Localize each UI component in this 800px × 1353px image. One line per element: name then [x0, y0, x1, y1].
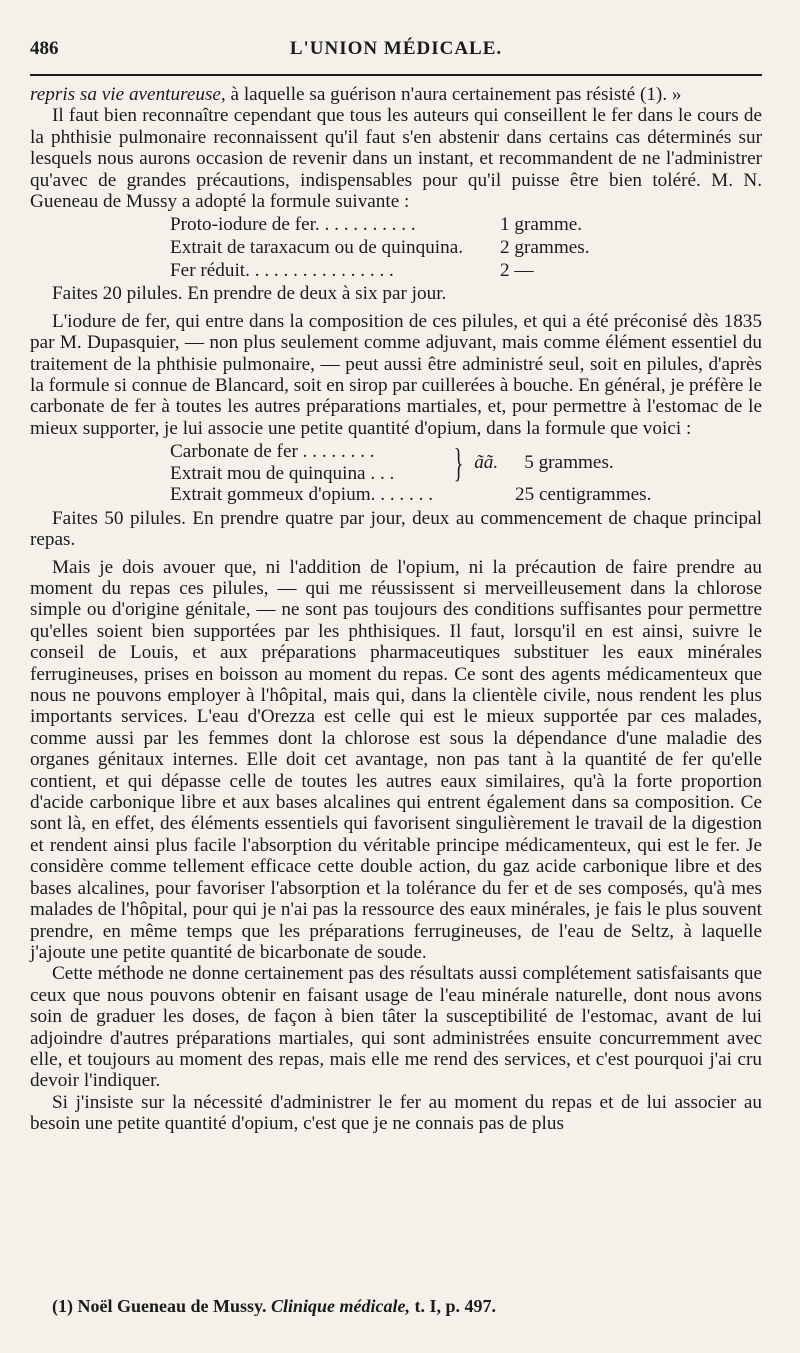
ingredient-quantity: 2 —: [500, 260, 534, 282]
formula-2-braced: [170, 441, 762, 484]
ingredient-quantity: 1 gramme.: [500, 214, 583, 236]
ingredient-name: Extrait de taraxacum ou de quinquina.: [170, 237, 464, 259]
paragraph-8: Si j'insiste sur la nécessité d'administrer le fer au moment du repas et de lui associer au besoin une petite quantité d'opium, c'est que je ne connais pas de plus: [30, 1091, 762, 1135]
paragraph-4: L'iodure de fer, qui entre dans la composition de ces pilules, et qui a été préconisé dès 1835 par M. Dupasquier, — non plus seulement comme adjuvant, mais comme élément essentiel du traitement de la phthisie pulmonaire, — peut aussi être administré seul, soit en pilules, d'après la formule si connue de Blancard, soit en sirop par cuillerées à bouche. En général, je préfère le carbonate de fer à toutes les autres préparations martiales, et, pour permettre à l'estomac de le mieux supporter, je lui associe une petite quantité d'opium, dans la formule que voici :: [30, 310, 763, 439]
running-title: L'UNION MÉDICALE.: [289, 38, 503, 59]
ingredient-name: Proto-iodure de fer. . . . . . . . . . .: [170, 214, 416, 236]
footnote-work: Clinique médicale,: [271, 1296, 411, 1316]
paragraph-2: Il faut bien reconnaître cependant que tous les auteurs qui conseillent le fer dans le cours de la phthisie pulmonaire reconnaissent qu'il faut s'en abstenir dans certains cas déterminés sur lesquels nous aurons occasion de revenir dans un instant, et recommandent de ne l'administrer qu'avec de grandes précautions, indispensables pour qu'il puisse être bien toléré. M. N. Gueneau de Mussy a adopté la formule suivante :: [30, 105, 762, 213]
ingredient-quantity: 25 centigrammes.: [515, 484, 652, 506]
page-header: [30, 38, 762, 64]
paragraph-7: Cette méthode ne donne certainement pas des résultats aussi complétement satisfaisants que ceux que nous pouvons obtenir en faisant usage de l'eau minérale naturelle, dont nous avons soin de graduer les doses, de façon à bien tâter la susceptibilité de l'estomac, avant de lui adjoindre d'autres préparations martiales, qui sont administrées ensuite concurremment avec elle, et toujours au moment des repas, mais elle me rend des services, et c'est pourquoi j'ai cru devoir l'indiquer.: [30, 963, 762, 1092]
formula-2-row: [170, 484, 762, 506]
formula-1-row: [170, 213, 762, 236]
paragraph-1-text: à laquelle sa guérison n'aura certainement pas résisté (1). »: [225, 84, 682, 105]
ingredient-quantity: 2 grammes.: [500, 237, 590, 259]
footnote-author: Noël Gueneau de Mussy.: [77, 1296, 267, 1316]
formula-2: [170, 441, 762, 506]
footnote-ref: t. I, p. 497.: [414, 1296, 497, 1316]
ingredient-name: Carbonate de fer . . . . . . . .: [170, 441, 375, 463]
formula-1: [170, 213, 762, 282]
ingredient-name: Extrait mou de quinquina . . .: [170, 462, 395, 484]
footnote-marker: (1): [52, 1296, 73, 1316]
paragraph-3: Faites 20 pilules. En prendre de deux à six par jour.: [52, 283, 447, 305]
ana-mark: ãã.: [474, 452, 499, 474]
ingredient-name: Fer réduit. . . . . . . . . . . . . . . .: [170, 260, 394, 282]
paragraph-5: Faites 50 pilules. En prendre quatre par jour, deux au commencement de chaque principal repas.: [30, 507, 762, 551]
footnote: [52, 1296, 496, 1317]
paragraph-1: [30, 84, 762, 105]
ingredient-name: Extrait gommeux d'opium. . . . . . .: [170, 484, 433, 506]
paragraph-6: Mais je dois avouer que, ni l'addition de l'opium, ni la précaution de faire prendre au moment du repas ces pilules, — qui me réussissent si merveilleusement dans la chlorose simple ou d'origine génitale, — ne sont pas toujours des conditions suffisantes pour permettre qu'elles soient bien supportées par les phthisiques. Il faut, lorsqu'il en est ainsi, suivre le conseil de Louis, et aux préparations pharmaceutiques substituer les eaux minérales ferrugineuses, prises en boisson au moment du repas. Ce sont des agents médicamenteux que nous ne pouvons employer à l'hôpital, mais qui, dans la clientèle civile, nous rendent les plus importants services. L'eau d'Orezza est celle qui est le mieux supportée par ces malades, comme aussi par les femmes dont la chlorose est sous la dépendance d'une maladie des organes génitaux internes. Elle doit cet avantage, non pas tant à la quantité de fer qu'elle contient, et qui dépasse celle de toutes les autres eaux similaires, qu'à la forte proportion d'acide carbonique libre et aux bases alcalines qui entrent également dans sa composition. Ce sont là, en effet, des éléments essentiels qui favorisent singulièrement le travail de la digestion et rendent ainsi plus facile l'absorption du véritable principe médicamenteux, qui est le fer. Je considère comme tellement efficace cette double action, du gaz acide carbonique libre et des bases alcalines, pour favoriser l'absorption et la tolérance du fer et de ses composés, qu'à mes malades de l'hôpital, pour qui je n'ai pas la ressource des eaux minérales, je fais le plus souvent prendre, en même temps que les préparations ferrugineuses, de l'eau de Seltz, à laquelle j'ajoute une petite quantité de bicarbonate de soude.: [30, 556, 762, 963]
header-rule: [30, 74, 762, 76]
page: [30, 38, 762, 1135]
formula-2-braced-names: [170, 441, 445, 484]
brace-mark: }: [453, 439, 464, 485]
ingredient-quantity: 5 grammes.: [524, 452, 614, 474]
formula-1-row: [170, 236, 762, 259]
page-number: 486: [30, 38, 59, 59]
italic-phrase: repris sa vie aventureuse,: [30, 84, 226, 105]
formula-1-row: [170, 259, 762, 282]
